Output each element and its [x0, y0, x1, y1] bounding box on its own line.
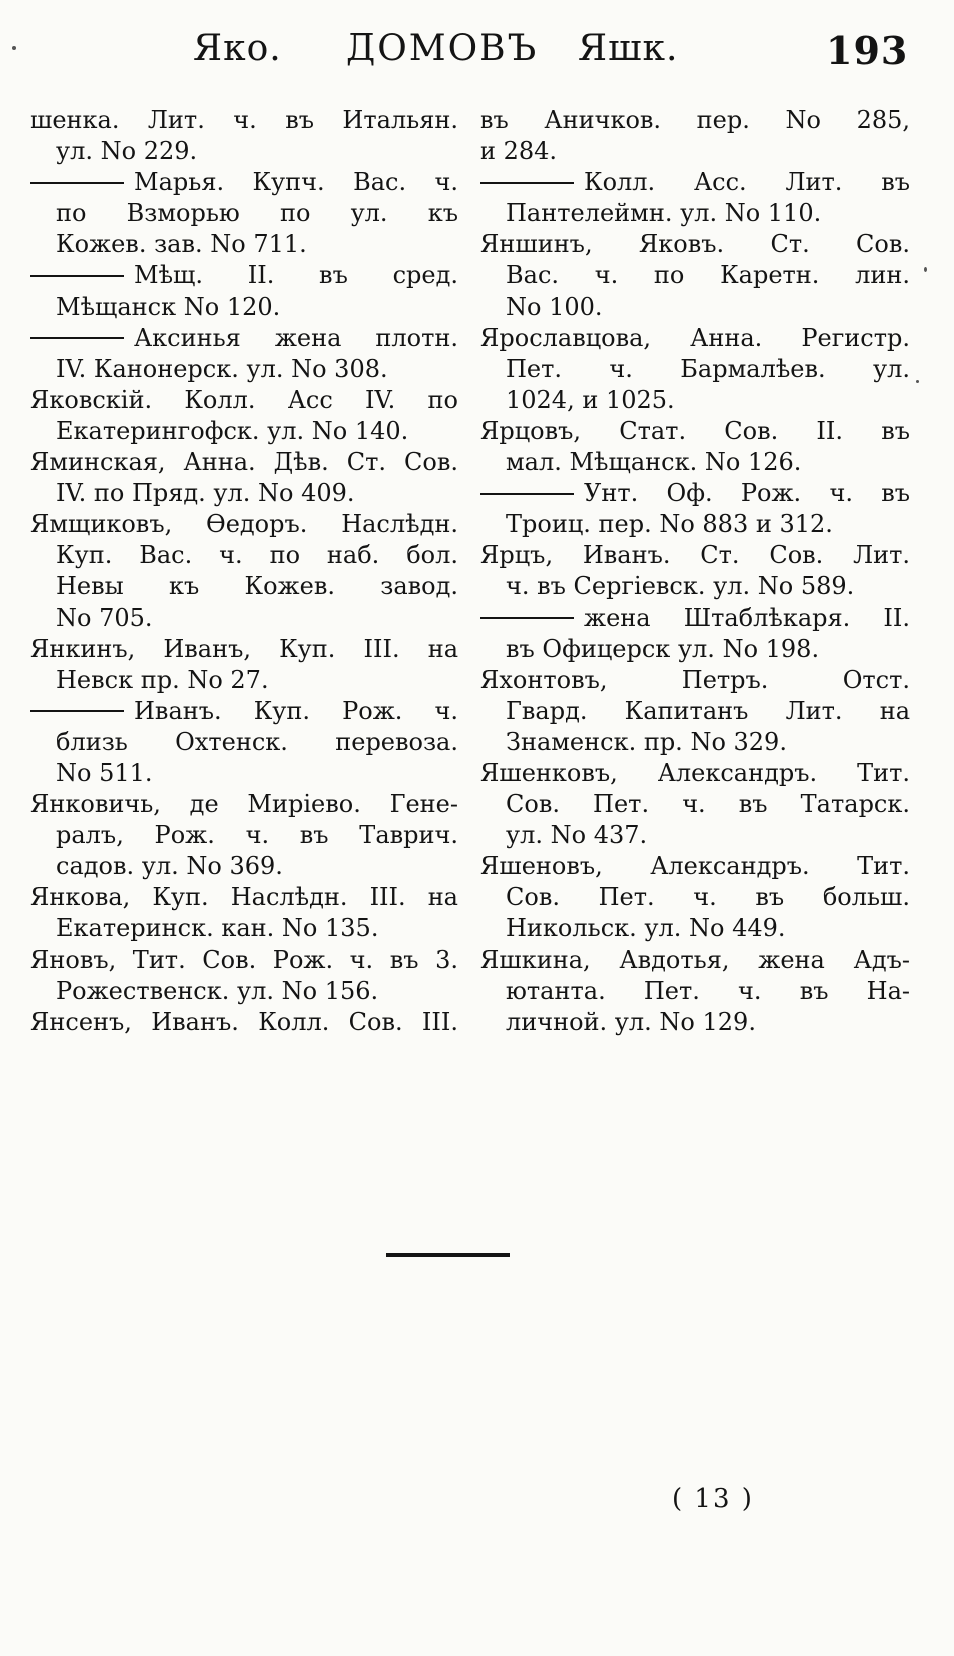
- entry-line: Троиц. пер. No 883 и 312.: [506, 510, 833, 539]
- entry-line: Мѣщанск No 120.: [56, 292, 281, 321]
- entry-line: мал. Мѣщанск. No 126.: [506, 448, 802, 477]
- entry-line: IV. по Пряд. ул. No 409.: [56, 479, 355, 508]
- entry-head-line: Яновъ, Тит. Сов. Рож. ч. въ 3.: [30, 945, 458, 974]
- paper-speck: [924, 267, 927, 272]
- entry-line: близь Охтенск. перевоза.: [56, 727, 458, 756]
- entry-line: шенка. Лит. ч. въ Итальян.: [30, 106, 458, 134]
- entry-continuation-line: [30, 167, 458, 198]
- entry-line: 1024, и 1025.: [506, 385, 675, 414]
- entry-head-line: Яшеновъ, Александръ. Тит.: [480, 852, 910, 881]
- paper-speck: [916, 380, 919, 383]
- entry-head-line: Ярославцова, Анна. Регистр.: [480, 323, 910, 352]
- entry-line: Екатерингофск. ул. No 140.: [56, 416, 409, 445]
- ditto-dash: [30, 275, 124, 277]
- left-column: [30, 105, 458, 1038]
- ditto-dash: [480, 493, 574, 495]
- entry-line: въ Аничков. пер. No 285,: [480, 106, 910, 134]
- entry-head-line: Янкова, Куп. Наслѣдн. III. на: [30, 883, 458, 912]
- entry-line: Кожев. зав. No 711.: [56, 230, 307, 259]
- entry-text: Аксинья жена плотн.: [134, 323, 458, 352]
- paper-speck: [12, 46, 16, 50]
- entry-line: Невск пр. No 27.: [56, 665, 269, 694]
- entry-line: Невы къ Кожев. завод.: [56, 572, 458, 601]
- ditto-dash: [30, 182, 124, 184]
- header-left-guide-word: Яко.: [193, 28, 282, 69]
- entry-line: Гвард. Капитанъ Лит. на: [506, 696, 910, 725]
- entry-text: Унт. Оф. Рож. ч. въ: [584, 479, 910, 508]
- entry-head-line: Янковичь, де Миріево. Гене-: [30, 790, 458, 819]
- entry-text: жена Штаблѣкаря. II.: [584, 603, 910, 632]
- entry-line: Знаменск. пр. No 329.: [506, 727, 787, 756]
- entry-head-line: Янкинъ, Иванъ, Куп. III. на: [30, 634, 458, 663]
- entry-text: Иванъ. Куп. Рож. ч.: [134, 696, 458, 725]
- entry-line: Никольск. ул. No 449.: [506, 914, 786, 943]
- entry-line: IV. Канонерск. ул. No 308.: [56, 354, 388, 383]
- ditto-dash: [480, 182, 574, 184]
- entry-head-line: Яхонтовъ, Петръ. Отст.: [480, 665, 910, 694]
- entry-line: ч. въ Сергіевск. ул. No 589.: [506, 572, 855, 601]
- entry-line: Сов. Пет. ч. въ больш.: [506, 883, 910, 912]
- entry-line: личной. ул. No 129.: [506, 1007, 756, 1036]
- entry-line: Пет. ч. Бармалѣев. ул.: [506, 354, 910, 383]
- entry-line: въ Офицерск ул. No 198.: [506, 634, 820, 663]
- entry-head-line: Яминская, Анна. Дѣв. Ст. Сов.: [30, 448, 458, 477]
- entry-continuation-line: [30, 323, 458, 354]
- entry-head-line: Янсенъ, Иванъ. Колл. Сов. III.: [30, 1007, 458, 1036]
- entry-text: Марья. Купч. Вас. ч.: [134, 168, 458, 197]
- end-rule: [386, 1253, 510, 1257]
- entry-head-line: Ярцовъ, Стат. Сов. II. въ: [480, 416, 910, 445]
- entry-head-line: Яшенковъ, Александръ. Тит.: [480, 758, 910, 787]
- entry-line: No 100.: [506, 292, 603, 321]
- entry-line: ул. No 229.: [56, 137, 198, 166]
- entry-text: Колл. Асс. Лит. въ: [584, 168, 910, 197]
- right-column: [480, 105, 910, 1038]
- entry-line: Вас. ч. по Каретн. лин.: [506, 261, 910, 290]
- entry-line: ул. No 437.: [506, 821, 648, 850]
- entry-line: Сов. Пет. ч. въ Татарск.: [506, 790, 910, 819]
- entry-line: по Взморью по ул. къ: [56, 199, 458, 228]
- entry-line: и 284.: [480, 137, 558, 166]
- entry-line: No 511.: [56, 758, 153, 787]
- entry-head-line: Яковскій. Колл. Асс IV. по: [30, 385, 458, 414]
- page-number: 193: [826, 28, 909, 73]
- entry-continuation-line: [480, 478, 910, 509]
- ditto-dash: [30, 337, 124, 339]
- entry-line: Куп. Вас. ч. по наб. бол.: [56, 541, 458, 570]
- entry-line: ютанта. Пет. ч. въ На-: [506, 976, 910, 1005]
- entry-line: ралъ, Рож. ч. въ Таврич.: [56, 821, 458, 850]
- entry-line: Пантелеймн. ул. No 110.: [506, 199, 822, 228]
- entry-continuation-line: [30, 696, 458, 727]
- entry-text: Мѣщ. II. въ сред.: [134, 261, 458, 290]
- ditto-dash: [30, 710, 124, 712]
- entry-continuation-line: [480, 603, 910, 634]
- entry-head-line: Яншинъ, Яковъ. Ст. Сов.: [480, 230, 910, 259]
- signature-mark: ( 13 ): [672, 1484, 754, 1514]
- header-right-guide-word: Яшк.: [578, 28, 679, 69]
- entry-line: No 705.: [56, 603, 153, 632]
- entry-continuation-line: [30, 260, 458, 291]
- header-title: ДОМОВЪ: [346, 28, 539, 69]
- entry-head-line: Яшкина, Авдотья, жена Адъ-: [480, 945, 910, 974]
- entry-line: Рожественск. ул. No 156.: [56, 976, 379, 1005]
- entry-head-line: Ямщиковъ, Өедоръ. Наслѣдн.: [30, 510, 458, 539]
- entry-line: садов. ул. No 369.: [56, 852, 283, 881]
- ditto-dash: [480, 617, 574, 619]
- entry-line: Екатеринск. кан. No 135.: [56, 914, 379, 943]
- entry-continuation-line: [480, 167, 910, 198]
- entry-head-line: Ярцъ, Иванъ. Ст. Сов. Лит.: [480, 541, 910, 570]
